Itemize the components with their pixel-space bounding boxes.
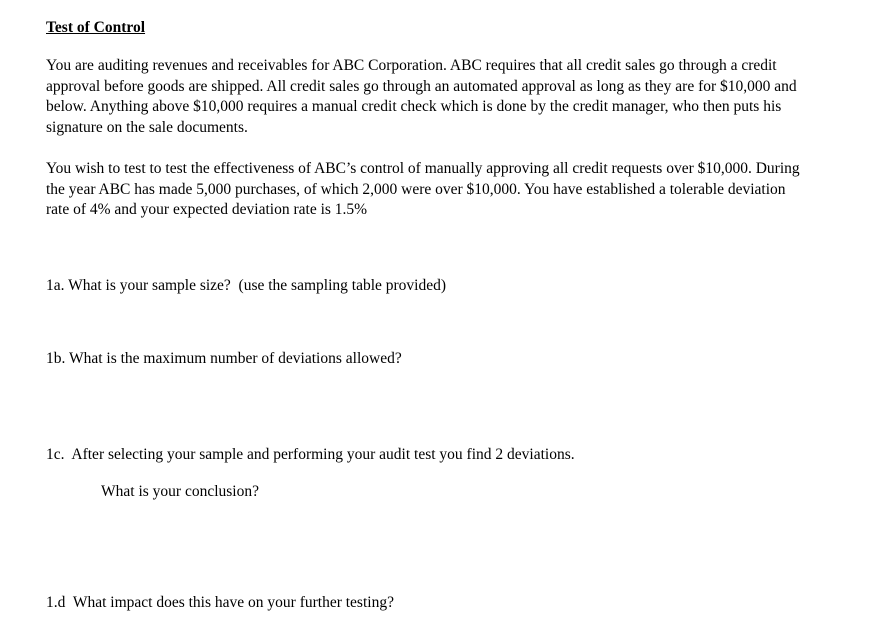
paragraph-line: signature on the sale documents. [46, 118, 248, 136]
paragraph-line: rate of 4% and your expected deviation rate is 1.5% [46, 201, 368, 218]
paragraph-line: below. Anything above $10,000 requires a manual credit check which is done by the credit manager, who then puts his [46, 98, 782, 115]
question-1c-followup: What is your conclusion? [101, 483, 259, 500]
question-1b: 1b. What is the maximum number of deviations allowed? [46, 350, 402, 367]
question-1c: 1c. After selecting your sample and performing your audit test you find 2 deviations. [46, 446, 575, 463]
paragraph-line: the year ABC has made 5,000 purchases, of which 2,000 were over $10,000. You have established a tolerable deviation [46, 180, 786, 198]
question-1a: 1a. What is your sample size? (use the sampling table provided) [46, 277, 447, 294]
question-1d: 1.d What impact does this have on your further testing? [46, 594, 394, 611]
paragraph-line: approval before goods are shipped. All credit sales go through an automated approval as long as they are for $10,000 and [46, 77, 797, 95]
test-objective-paragraph [46, 159, 858, 221]
paragraph-line: You are auditing revenues and receivables for ABC Corporation. ABC requires that all credit sales go through a credit [46, 57, 777, 74]
document-heading: Test of Control [46, 19, 146, 36]
paragraph-line: You wish to test to test the effectiveness of ABC’s control of manually approving all credit requests over $10,000. During [46, 160, 800, 177]
scenario-paragraph [46, 56, 858, 138]
